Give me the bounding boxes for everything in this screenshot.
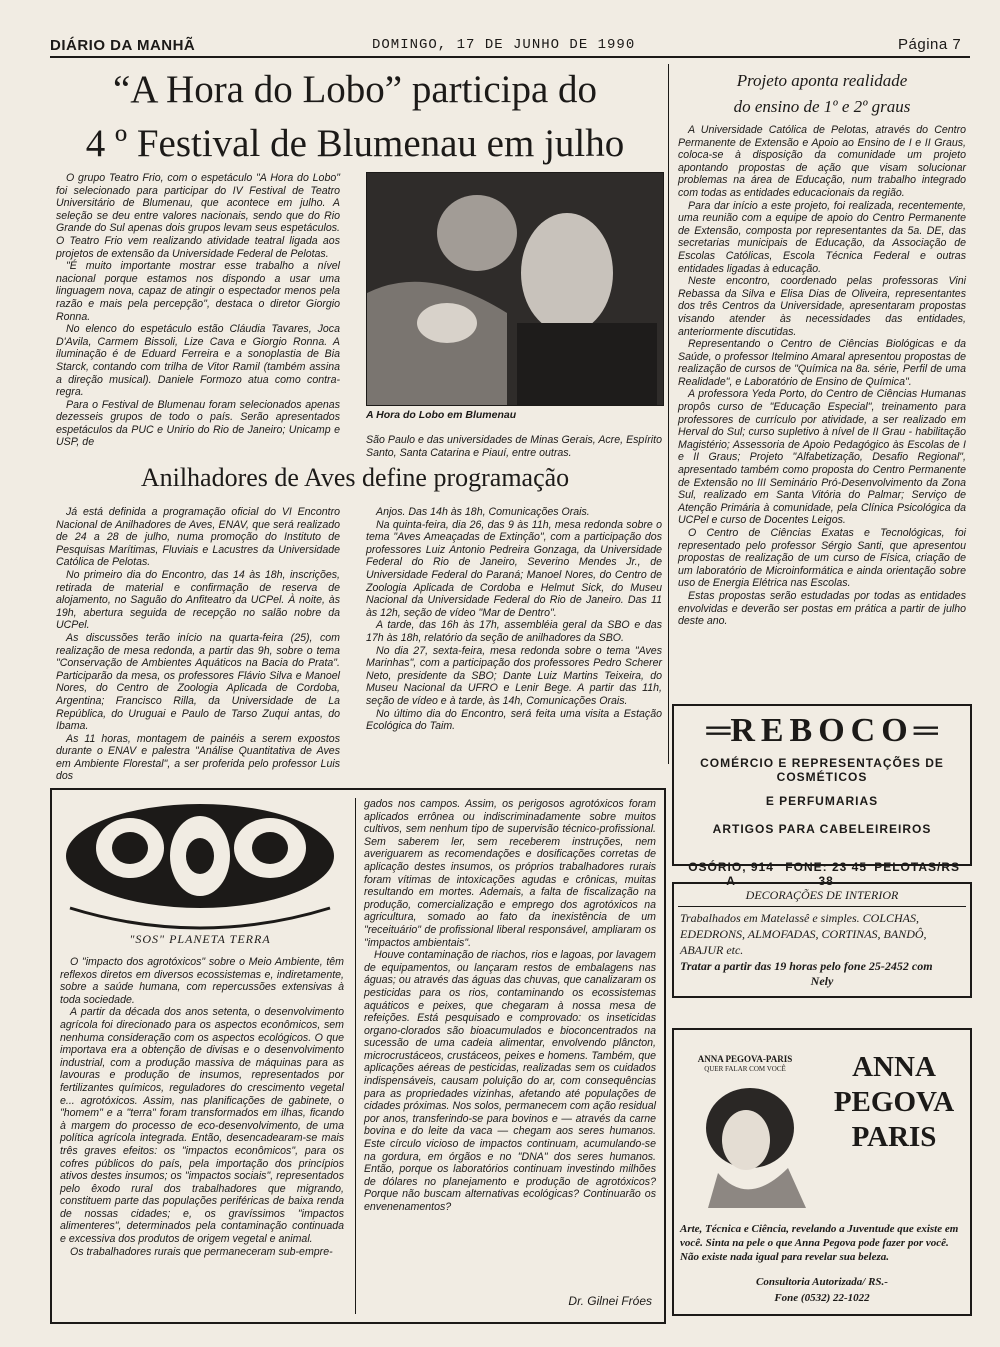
article-ensino-title (672, 68, 972, 120)
paragraph: No dia 27, sexta-feira, mesa redonda sobre o tema "Aves Marinhas", com a participação dos professores Pedro Scherer Neto, presidente da SBO; Dante Luiz Martins Teixeira, do Museu Nacional da UFRO e Lenir Bege. A partir das 11h, seção de vídeo e à tarde, às 14h, Comunicações Orais. (366, 644, 662, 707)
ad-anna-big-1: ANNA (852, 1051, 936, 1083)
ad-anna (672, 1028, 972, 1316)
column-divider (668, 64, 669, 764)
ad-decor-rule (678, 906, 966, 907)
ad-reboco-address: OSÓRIO, 914 A (688, 860, 774, 888)
article-aves-col1 (56, 506, 340, 782)
page-number: Página 7 (898, 36, 962, 53)
paragraph: Para o Festival de Blumenau foram selecionados apenas dezesseis grupos de todo o país. Serão apresentados espetáculos da PUC e Unirio do Rio de Janeiro; Unicamp e USP, de (56, 398, 340, 449)
paragraph: Houve contaminação de riachos, rios e lagoas, por lavagem de equipamentos, ou lançaram restos de embalagens nas águas; ou através das águas das chuvas, que canalizaram os pesticidas para os rios, contaminando os ecossistemas aquáticos e peixes, que chegaram à nossa mesa de refeições. Está pesquisado e comprovado: os inseticidas organo-clorados são bioacumulados e bioconcentrados na sucessão de uma cadeia alimentar, envolvendo plâncton, microcrustáceos, crustáceos, peixes e homens. Também, que aplicações aéreas de pesticidas, realizadas sem os cuidados indispensáveis, causam poluição do ar, com consequências para as propriedades vizinhas, afetando até populações de cidades próximas. Nos solos, permanecem com ação residual por anos, transferindo-se para bovinos e — através da carne bovina e do leite da vaca — chegam aos seres humanos. Este círculo vicioso de impactos continuam, acumulando-se na gordura, em órgãos e no "DNA" dos seres humanos. Então, porque os laboratórios continuam investindo milhões de dólares no planejamento e produção de agrotóxicos? Porque não buscam alternativas ecológicas? Continuarão os envenenamentos? (364, 949, 656, 1213)
article-lobo-body (56, 172, 340, 449)
paragraph: A tarde, das 16h às 17h, assembléia geral da SBO e das 17h às 18h, relatório da seção de anilhadores da SBO. (366, 619, 662, 644)
article-ensino-title-1: Projeto aponta realidade (736, 71, 908, 90)
planet-emblem (60, 796, 340, 940)
paragraph: As discussões terão início na quarta-feira (25), com realização de mesa redonda, a partir das 9h, sobre o tema "Conservação de Ambientes Aquáticos na Bacia do Prata". Participarão da mesa, os professores Flávio Silva e Manoel Nores, do Centro de Zoologia Aplicada de Cordoba, Argentina; Francisco Rilla, da Universidade de La República, do Uruguai e Paulo de Tarso Zuqui antas, do Ibama. (56, 631, 340, 733)
paragraph: "É muito importante mostrar esse trabalho a nível nacional porque estamos nos dispondo a usar uma linguagem nova, capaz de atingir o espectador menos pela razão e mais pela percepção", destaca o diretor Giorgio Ronna. (56, 260, 340, 323)
article-sos-signature: Dr. Gilnei Fróes (568, 1294, 652, 1308)
ad-anna-big-3: PARIS (851, 1121, 937, 1153)
ad-reboco-phone: FONE: 23 45 38 (785, 860, 867, 888)
paragraph: O "impacto dos agrotóxicos" sobre o Meio Ambiente, têm reflexos diretos em diversos ecossistemas e, indiretamente, sobre a saúde humana, com repercussões extensivas à toda sociedade. (60, 956, 344, 1006)
paragraph: Na quinta-feira, dia 26, das 9 às 11h, mesa redonda sobre o tema "Aves Ameaçadas de Extinção", com a participação dos professores Luiz Antonio Pedreira Gonzaga, da Universidade Federal do Rio de Janeiro, Severino Mendes Jr., de Universidade Federal do Paraná; Manoel Nores, do Centro de Zoologia Aplicada de Cordoba e Helmut Sick, do Museu Nacional da Universidade Federal do Rio de Janeiro. Das 11 às 12h, seção de vídeo "Mar de Dentro". (366, 518, 662, 619)
article-sos-col2 (364, 798, 656, 1292)
ad-reboco-name: ═REBOCO═ (706, 712, 938, 749)
ad-reboco-line1: COMÉRCIO E REPRESENTAÇÕES DE COSMÉTICOS (700, 756, 944, 784)
ad-reboco-line2: E PERFUMARIAS (765, 794, 879, 808)
paragraph: Representando o Centro de Ciências Biológicas e da Saúde, o professor Itelmino Amaral apresentou propostas de realização de cursos de "Química na 8a. série, Perfil de uma Realidade", e Laboratório de Ensino de Química". (678, 338, 966, 388)
ad-decor (672, 882, 972, 998)
paragraph: No primeiro dia do Encontro, das 14 às 18h, inscrições, retirada de material e confirmação de reserva de alojamento, no Saguão do Anfiteatro da UCPel. À noite, às 19h, abertura seguida de recepção no salão nobre da UCPel. (56, 568, 340, 632)
paragraph: Estas propostas serão estudadas por todas as entidades envolvidas e deverão ser postas em prática a partir de julho deste ano. (678, 589, 966, 628)
article-lobo-continuation: São Paulo e das universidades de Minas Gerais, Acre, Espírito Santo, Santa Catarina e Piauí, entre outras. (366, 434, 662, 459)
ad-anna-big-2: PEGOVA (833, 1086, 955, 1118)
ad-anna-tagline: Arte, Técnica e Ciência, revelando a Juventude que existe em você. Sinta na pele o que Anna Pegova pode fazer por você. Não existe nada igual para revelar sua beleza. (680, 1223, 959, 1263)
ad-anna-big (824, 1050, 964, 1155)
paragraph: Os trabalhadores rurais que permaneceram sub-empre- (70, 1245, 333, 1258)
ad-reboco-line3: ARTIGOS PARA CABELEIREIROS (712, 822, 932, 836)
ad-reboco (672, 704, 972, 888)
ad-decor-contact: Tratar a partir das 19 horas pelo fone 25-2452 com (680, 959, 933, 973)
sos-emblem-label: "SOS" PLANETA TERRA (129, 932, 271, 946)
article-sos-col1 (60, 956, 344, 1316)
paragraph: No último dia do Encontro, será feita uma visita a Estação Ecológica do Taim. (366, 707, 662, 733)
paragraph: Para dar início a este projeto, foi realizada, recentemente, uma reunião com a equipe de apoio do Centro Permanente de Extensão, composta por representantes da 5a. DE, das secretarias municipais de Educação, da Associação de Escolas Católicas, Escola Técnica Federal e outras entidades ligadas à educação. (678, 199, 966, 275)
article-sos (50, 788, 666, 1324)
paragraph: A partir da década dos anos setenta, o desenvolvimento agrícola foi direcionado para os aspectos econômicos, sem nenhuma consideração com os aspectos ecológicos. O que importava era a obtenção de divisas e o desenvolvimento industrial, com a produção massiva de máquinas para as lavouras e produção de insumos, representados por fertilizantes químicos, reguladores do crescimento vegetal e... agrotóxicos. Assim, nas planificações de gabinete, o "homem" e a "terra" foram transformados em ilhas, ficando à margem do processo de eco-desenvolvimento, de uma política agrícola integrada. Então, desencadearam-se mais três graves efeitos: os "impactos econômicos", para os cofres públicos do país, pela importação dos princípios ativos destes insumos; os "impactos sociais", representados pelo êxodo rural dos trabalhadores que migrando, constituem parte das populações periféricas de baixa renda de nossas cidades; e, os gravíssimos "impactos alimenteres", determinados pela contaminação continuada e excessiva dos produtos de origem vegetal e animal. (60, 1006, 344, 1246)
ad-reboco-city: PELOTAS/RS (874, 860, 960, 874)
sos-column-divider (355, 798, 356, 1314)
article-ensino-title-2: do ensino de 1º e 2º graus (733, 97, 911, 116)
article-lobo-title-2: 4 º Festival de Blumenau em julho (85, 122, 625, 165)
ad-anna-small-sub: QUER FALAR COM VOCÊ (704, 1065, 786, 1073)
paragraph: Anjos. Das 14h às 18h, Comunicações Orais. (376, 506, 590, 518)
article-aves-col2 (366, 506, 662, 782)
paragraph: No elenco do espetáculo estão Cláudia Tavares, Joca D'Avila, Carmem Bissoli, Lize Cava e Giorgio Ronna. A iluminação é de Eduard Ferreira e a sonoplastia de Bia Starck, contando com trilha de Vitor Ramil (também assina a direção musical). Daniele Formozo atua como contra-regra. (56, 323, 340, 399)
woman-portrait (688, 1078, 806, 1208)
paragraph: gados nos campos. Assim, os perigosos agrotóxicos foram aplicados errônea ou indiscriminadamente sobre muitos cultivos, sem nenhum tipo de supervisão técnico-profissional. Sem saberem ler, sem receberem instruções, nem averiguarem as recomendações e dosificações corretas de aplicação destes insumos, os próprios trabalhadores rurais foram vítimas de intoxicações agudas e crônicas, muitas resultando em mortes. Ademais, a falta de fiscalização na produção, comercialização e emprego dos agrotóxicos na agricultura, somado ao fato da inexistência de um "receituário" de profissional liberal responsável, ampliaram os "impactos ambientais". (364, 798, 656, 949)
paragraph: O Centro de Ciências Exatas e Tecnológicas, foi representado pelo professor Sérgio Santi, que apresentou propostas de realização de um curso de Física, criação de um laboratório de Microinformática e ainda orientação sobre uso de Energia Elétrica nas Escolas. (678, 527, 966, 590)
header-rule (50, 56, 970, 58)
ad-anna-consult: Consultoria Autorizada/ RS.- (756, 1276, 888, 1288)
masthead: DIÁRIO DA MANHÃ (50, 37, 196, 54)
paragraph: O grupo Teatro Frio, com o espetáculo "A Hora do Lobo" foi selecionado para participar do IV Festival de Teatro Universitário de Blumenau, que acontece em julho. A seleção se deu entre valores nacionais, sendo que do Rio Grande do Sul apenas dois grupos levam seus espetáculos. O Teatro Frio vem realizando atividade teatral ligada aos projetos de extensão da Universidade Federal de Pelotas. (56, 172, 340, 260)
article-aves-title: Anilhadores de Aves define programação (140, 463, 570, 492)
ad-decor-text: Trabalhados em Matelassê e simples. COLCHAS, EDEDRONS, ALMOFADAS, CORTINAS, BANDÔ, ABAJUR etc. (680, 911, 927, 957)
ad-decor-title: DECORAÇÕES DE INTERIOR (745, 888, 899, 902)
paragraph: A Universidade Católica de Pelotas, através do Centro Permanente de Extensão e Apoio ao Ensino de I e II Graus, coloca-se à disposição da comunidade um projeto apontando propostas de ação que visam solucionar problemas na área de Educação, num trabalho integrado com todas as entidades educacionais da região. (678, 124, 966, 199)
ad-anna-small-title: ANNA PEGOVA-PARIS (697, 1054, 793, 1064)
article-lobo (50, 64, 660, 170)
paragraph: Neste encontro, coordenado pelas professoras Vini Rebassa da Silva e Elisa Dias de Oliveira, representantes dos três Centros da Universidade, apresentaram propostas visando atender às necessidades das entidades, anteriormente discutidas. (678, 275, 966, 338)
ad-anna-phone: Fone (0532) 22-1022 (774, 1292, 870, 1304)
article-ensino-body (678, 124, 966, 698)
theater-photo (366, 172, 664, 406)
photo-caption: A Hora do Lobo em Blumenau (366, 409, 517, 421)
article-lobo-title-1: “A Hora do Lobo” participa do (112, 68, 598, 111)
world-map-icon (60, 796, 340, 940)
paragraph: As 11 horas, montagem de painéis a serem expostos durante o ENAV e palestra "Análise Quantitativa de Aves em Ambiente Florestal", a ser proferida pelo professor Luis dos (56, 732, 340, 783)
paragraph: Já está definida a programação oficial do VI Encontro Nacional de Anilhadores de Aves, ENAV, que será realizado de 24 a 28 de julho, numa promoção do Instituto de Pesquisas Marítimas, Fluviais e Lacustres da Universidade Católica de Pelotas. (56, 506, 340, 569)
ad-decor-name: Nely (810, 974, 834, 988)
paragraph: A professora Yeda Porto, do Centro de Ciências Humanas propôs curso de "Educação Especial", treinamento para professores de currículo por atividade, a ser realizado em Herval do Sul; curso supletivo à nível de II Grau - habilitação Magistério; Assessoria de Apoio Pedagógico às Escolas de I e II Graus; Projeto "Alfabetização, Desafio Regional", apresentado também como proposta do Centro Permanente de Extensão no III Seminário Pró-Desenvolvimento da Zona Sul, realizado em Santa Vitória do Palmar; Serviço de Atenção Primária à comunidade, pela Clínica Psicológica da UCPel e curso de Docentes Leigos. (678, 388, 966, 527)
issue-date: DOMINGO, 17 DE JUNHO DE 1990 (372, 37, 636, 53)
theater-photo-image (367, 173, 663, 405)
